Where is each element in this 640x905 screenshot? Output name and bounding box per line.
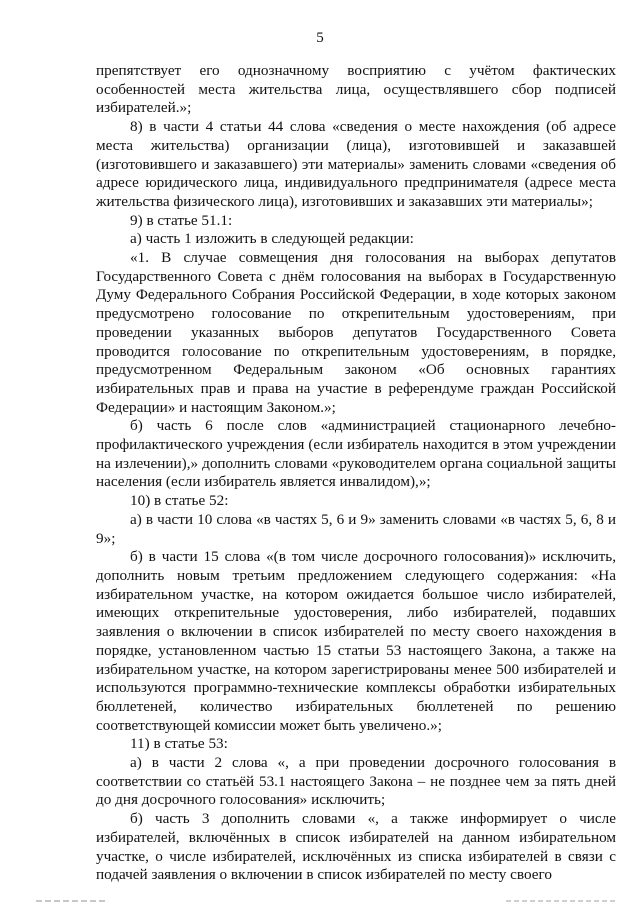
paragraph-item-8: 8) в части 4 статьи 44 слова «сведения о месте нахождения (об адресе места жительства) организации (лица), изготовившей и заказавшей (изготовившего и заказавшего) эти материалы» заменить словами «сведения об адресе юридического лица, индивидуального предпринимателя (адресе места жительства физического лица), изготовивших и заказавших эти материалы»; [96,118,616,210]
paragraph-item-10b: б) в части 15 слова «(в том числе досрочного голосования)» исключить, дополнить новым третьим предложением следующего содержания: «На избирательном участке, на котором ожидается большое число избирателей, имеющих открепительные удостоверения, либо избирателей, подавших заявления о включении в список избирателей по месту своего нахождения в порядке, установленном частью 15 статьи 53 настоящего Закона, а также на избирательном участке, на котором зарегистрированы менее 500 избирателей и используются программно-технические комплексы обработки избирательных бюллетеней, количество избирательных бюллетеней по решению соответствующей комиссии может быть увеличено.»; [96,548,616,734]
paragraph-item-10a: а) в части 10 слова «в частях 5, 6 и 9» заменить словами «в частях 5, 6, 8 и 9»; [96,510,616,547]
paragraph-item-11b: б) часть 3 дополнить словами «, а также информирует о числе избирателей, включённых в список избирателей на данном избирательном участке, о числе избирателей, исключённых из списка избирателей в связи с подачей заявления о включении в список избирателей по месту своего [96,810,616,884]
paragraph-item-9a: а) часть 1 изложить в следующей редакции: [130,230,414,248]
paragraph-item-10: 10) в статье 52: [130,492,229,510]
paragraph-item-9b: б) часть 6 после слов «администрацией стационарного лечебно-профилактического учреждения (если избиратель находится в этом учреждении на излечении),» дополнить словами «руководителем органа социальной защиты населения (если избиратель является инвалидом),»; [96,417,616,491]
document-body [96,62,616,885]
paragraph-item-11: 11) в статье 53: [130,735,228,753]
scan-artifact-left [36,900,106,902]
paragraph-quoted-part-1: «1. В случае совмещения дня голосования на выборах депутатов Государственного Совета с днём голосования на выборах в Государственную Думу Федерального Собрания Российской Федерации, в ходе которых законом предусмотрено голосование по открепительным удостоверениям, при проведении указанных выборов депутатов Государственного Совета проводится голосование по открепительным удостоверениям, в порядке, предусмотренном Федеральным законом «Об основных гарантиях избирательных прав и права на участие в референдуме граждан Российской Федерации» и настоящим Законом.»; [96,249,616,416]
paragraph-item-9: 9) в статье 51.1: [130,211,233,229]
paragraph-item-11a: а) в части 2 слова «, а при проведении досрочного голосования в соответствии со статьёй 53.1 настоящего Закона – не позднее чем за пять дней до дня досрочного голосования» исключить; [96,754,616,809]
paragraph-continuation: препятствует его однозначному восприятию с учётом фактических особенностей места жительства лица, осуществлявшего сбор подписей избирателей.»; [96,62,616,117]
scan-artifact-right [506,900,616,902]
page-number: 5 [316,30,324,46]
